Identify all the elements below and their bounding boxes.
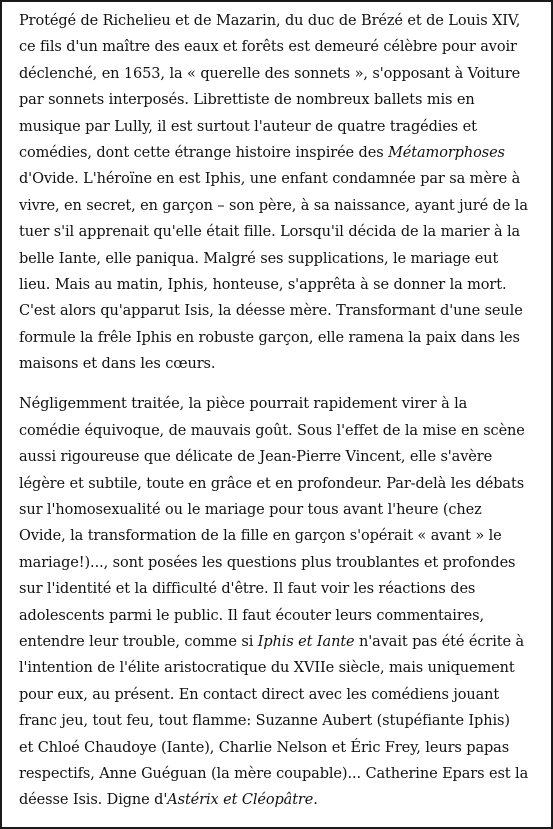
text-segment: ce fils d'un maître des eaux et forêts est demeuré célèbre pour avoir [19, 39, 517, 56]
italic-title: Astérix et Cléopâtre [167, 792, 314, 809]
text-line [19, 87, 549, 113]
text-segment: comédies, dont cette étrange histoire inspirée des [19, 144, 389, 161]
text-line [19, 418, 549, 444]
text-line [19, 8, 549, 34]
text-segment: d'Ovide. L'héroïne en est Iphis, une enfant condamnée par sa mère à [19, 171, 521, 188]
text-segment: déesse Isis. Digne d' [19, 792, 168, 809]
text-segment: tuer s'il apprenait qu'elle était fille. Lorsqu'il décida de la marier à la [19, 224, 521, 241]
text-line [19, 140, 549, 166]
italic-title: Métamorphoses [388, 144, 505, 161]
text-line [19, 761, 549, 787]
text-line [19, 246, 549, 272]
text-line [19, 444, 549, 470]
text-line [19, 655, 549, 681]
text-line [19, 497, 549, 523]
text-line [19, 787, 549, 813]
text-line [19, 603, 549, 629]
text-line [19, 193, 549, 219]
text-segment: adolescents parmi le public. Il faut écouter leurs commentaires, [19, 607, 484, 624]
text-segment: déclenché, en 1653, la « querelle des sonnets », s'opposant à Voiture [19, 65, 521, 82]
text-line [19, 576, 549, 602]
italic-title: Iphis et Iante [257, 633, 355, 650]
text-line [19, 471, 549, 497]
text-segment: maisons et dans les cœurs. [19, 356, 216, 373]
text-line [19, 351, 549, 377]
text-segment: mariage!)..., sont posées les questions plus troublantes et profondes [19, 554, 516, 571]
text-segment: comédie équivoque, de mauvais goût. Sous l'effet de la mise en scène [19, 422, 525, 439]
text-segment: belle Iante, elle paniqua. Malgré ses supplications, le mariage eut [19, 250, 499, 267]
article-body [19, 8, 549, 814]
text-line [19, 391, 549, 417]
text-segment: formule la frêle Iphis en robuste garçon, elle ramena la paix dans les [19, 329, 520, 346]
text-segment: Protégé de Richelieu et de Mazarin, du duc de Brézé et de Louis XIV, [19, 13, 521, 29]
text-line [19, 298, 549, 324]
text-segment: lieu. Mais au matin, Iphis, honteuse, s'apprêta à se donner la mort. [19, 276, 507, 293]
text-line [19, 629, 549, 655]
text-line [19, 34, 549, 60]
text-segment: respectifs, Anne Guéguan (la mère coupable)... Catherine Epars est la [19, 765, 529, 782]
paragraph-1 [19, 8, 549, 377]
text-segment: l'intention de l'élite aristocratique du XVIIe siècle, mais uniquement [19, 660, 515, 677]
text-line [19, 735, 549, 761]
text-segment: aussi rigoureuse que délicate de Jean-Pierre Vincent, elle s'avère [19, 449, 493, 466]
text-line [19, 166, 549, 192]
text-line [19, 682, 549, 708]
text-line [19, 325, 549, 351]
text-segment: par sonnets interposés. Librettiste de nombreux ballets mis en [19, 92, 475, 109]
text-segment: sur l'homosexualité ou le mariage pour tous avant l'heure (chez [19, 502, 482, 519]
text-segment: et Chloé Chaudoye (Iante), Charlie Nelson et Éric Frey, leurs papas [19, 739, 510, 756]
text-line [19, 114, 549, 140]
paragraph-2 [19, 391, 549, 813]
text-segment: pour eux, au présent. En contact direct avec les comédiens jouant [19, 686, 500, 703]
text-line [19, 708, 549, 734]
text-line [19, 61, 549, 87]
text-line [19, 272, 549, 298]
text-segment: n'avait pas été écrite à [354, 633, 525, 650]
text-line [19, 550, 549, 576]
text-segment: musique par Lully, il est surtout l'auteur de quatre tragédies et [19, 118, 477, 135]
text-segment: entendre leur trouble, comme si [19, 633, 258, 650]
text-segment: Négligemment traitée, la pièce pourrait rapidement virer à la [19, 396, 468, 413]
text-segment: franc jeu, tout feu, tout flamme: Suzanne Aubert (stupéfiante Iphis) [19, 713, 510, 730]
text-segment: Ovide, la transformation de la fille en garçon s'opérait « avant » le [19, 528, 502, 545]
text-line [19, 219, 549, 245]
text-segment: C'est alors qu'apparut Isis, la déesse mère. Transformant d'une seule [19, 303, 523, 320]
text-segment: . [313, 792, 318, 809]
text-segment: sur l'identité et la difficulté d'être. Il faut voir les réactions des [19, 581, 476, 598]
text-line [19, 523, 549, 549]
text-segment: légère et subtile, toute en grâce et en profondeur. Par-delà les débats [19, 475, 525, 492]
text-segment: vivre, en secret, en garçon – son père, à sa naissance, ayant juré de la [19, 197, 528, 214]
